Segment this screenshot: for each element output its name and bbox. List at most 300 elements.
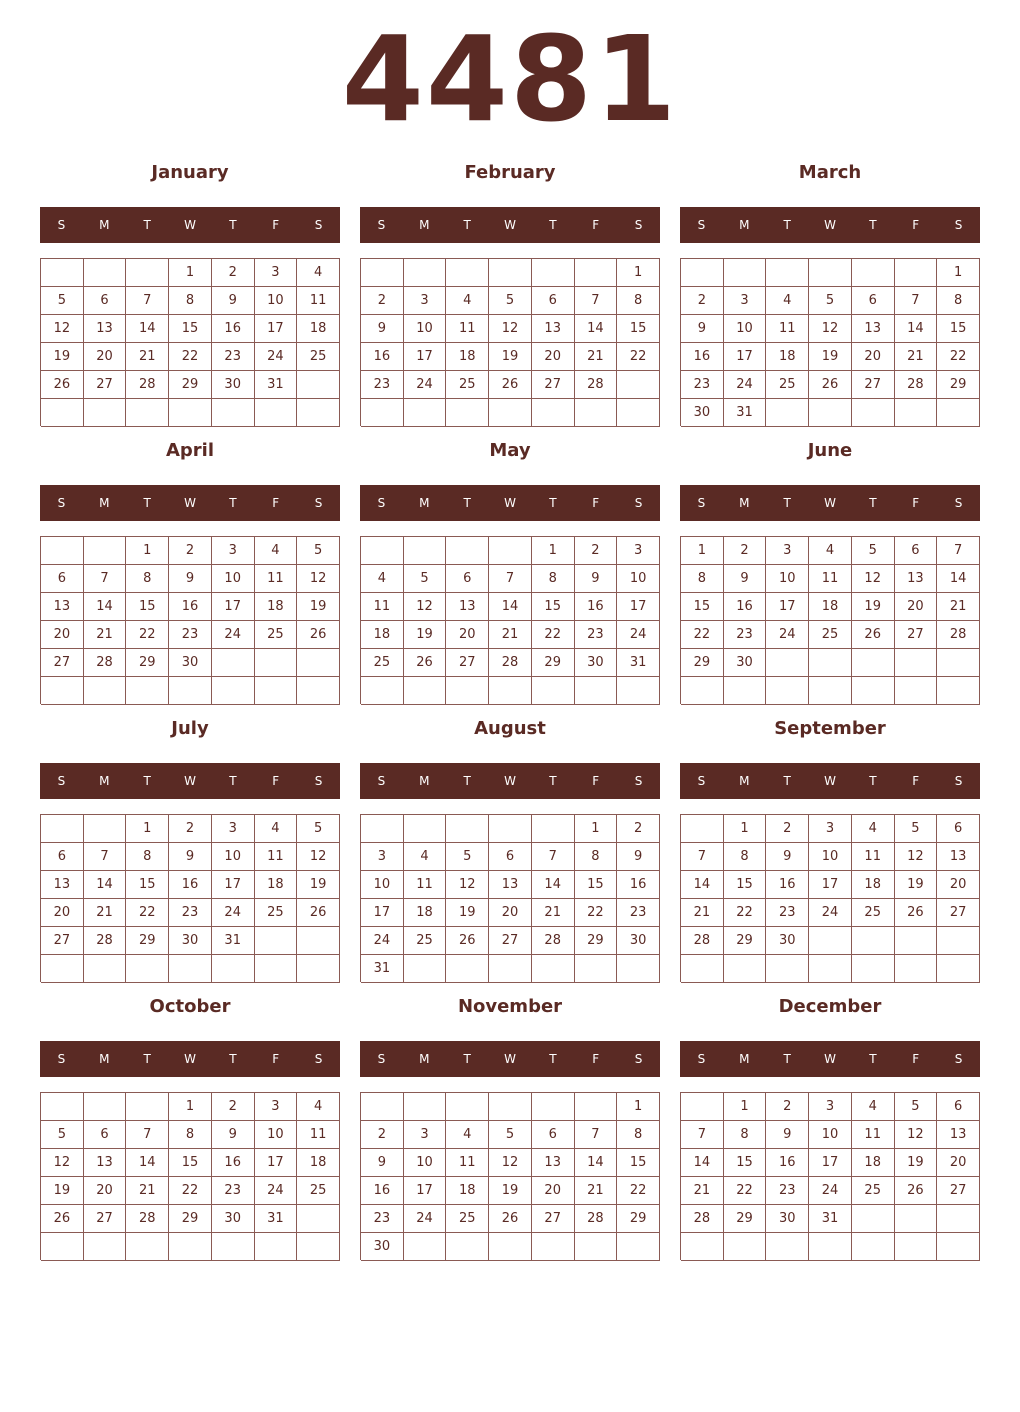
weekday-header — [680, 207, 980, 243]
day-cell: 25 — [255, 621, 298, 649]
day-cell: 21 — [681, 1177, 724, 1205]
day-cell: 20 — [532, 343, 575, 371]
empty-day-cell — [617, 371, 660, 399]
day-cell: 22 — [724, 899, 767, 927]
day-cell: 1 — [937, 259, 980, 287]
weekday-header — [360, 1041, 660, 1077]
day-grid — [680, 258, 980, 426]
day-cell: 6 — [84, 1121, 127, 1149]
weekday-header — [40, 207, 340, 243]
empty-day-cell — [446, 1093, 489, 1121]
day-cell: 4 — [255, 815, 298, 843]
weekday-label: T — [143, 218, 151, 232]
day-cell: 23 — [724, 621, 767, 649]
day-cell: 23 — [575, 621, 618, 649]
day-cell: 16 — [724, 593, 767, 621]
day-cell: 15 — [724, 1149, 767, 1177]
day-cell: 8 — [169, 287, 212, 315]
day-cell: 8 — [126, 565, 169, 593]
empty-day-cell — [126, 955, 169, 983]
weekday-header — [680, 763, 980, 799]
day-cell: 6 — [532, 287, 575, 315]
day-cell: 29 — [617, 1205, 660, 1233]
day-cell: 6 — [489, 843, 532, 871]
day-cell: 3 — [255, 259, 298, 287]
day-cell: 5 — [489, 1121, 532, 1149]
day-cell: 17 — [212, 871, 255, 899]
day-cell: 22 — [169, 343, 212, 371]
empty-day-cell — [169, 1233, 212, 1261]
weekday-label: S — [954, 774, 963, 788]
empty-day-cell — [255, 1233, 298, 1261]
day-cell: 28 — [126, 371, 169, 399]
day-cell: 13 — [84, 315, 127, 343]
month-name: May — [489, 440, 531, 461]
day-cell: 13 — [937, 843, 980, 871]
day-cell: 8 — [575, 843, 618, 871]
day-cell: 9 — [361, 315, 404, 343]
day-cell: 7 — [681, 843, 724, 871]
day-grid — [40, 814, 340, 982]
day-cell: 17 — [361, 899, 404, 927]
day-cell: 3 — [809, 1093, 852, 1121]
day-cell: 21 — [681, 899, 724, 927]
empty-day-cell — [532, 399, 575, 427]
day-cell: 4 — [852, 1093, 895, 1121]
weekday-label: T — [463, 774, 471, 788]
day-cell: 19 — [489, 1177, 532, 1205]
weekday-label: S — [697, 1052, 706, 1066]
weekday-label: F — [272, 218, 280, 232]
weekday-label: T — [549, 218, 557, 232]
empty-day-cell — [297, 677, 340, 705]
day-cell: 6 — [41, 843, 84, 871]
day-cell: 24 — [766, 621, 809, 649]
day-cell: 28 — [84, 927, 127, 955]
empty-day-cell — [404, 1233, 447, 1261]
day-cell: 13 — [532, 315, 575, 343]
day-cell: 2 — [212, 1093, 255, 1121]
day-cell: 6 — [937, 815, 980, 843]
weekday-label: S — [57, 1052, 66, 1066]
empty-day-cell — [41, 1233, 84, 1261]
empty-day-cell — [41, 537, 84, 565]
day-cell: 21 — [895, 343, 938, 371]
weekday-label: W — [824, 218, 836, 232]
day-cell: 8 — [126, 843, 169, 871]
day-cell: 18 — [446, 343, 489, 371]
day-cell: 12 — [489, 1149, 532, 1177]
weekday-label: F — [592, 218, 600, 232]
day-cell: 24 — [617, 621, 660, 649]
day-cell: 5 — [446, 843, 489, 871]
day-cell: 20 — [532, 1177, 575, 1205]
day-cell: 27 — [84, 1205, 127, 1233]
day-cell: 29 — [169, 371, 212, 399]
weekday-label: W — [824, 496, 836, 510]
day-cell: 4 — [297, 1093, 340, 1121]
day-cell: 27 — [446, 649, 489, 677]
empty-day-cell — [766, 259, 809, 287]
day-cell: 21 — [126, 1177, 169, 1205]
day-cell: 4 — [361, 565, 404, 593]
day-cell: 31 — [212, 927, 255, 955]
day-cell: 25 — [297, 343, 340, 371]
day-cell: 12 — [297, 843, 340, 871]
day-cell: 4 — [446, 1121, 489, 1149]
weekday-label: S — [57, 774, 66, 788]
empty-day-cell — [446, 677, 489, 705]
empty-day-cell — [212, 1233, 255, 1261]
empty-day-cell — [84, 1233, 127, 1261]
empty-day-cell — [297, 371, 340, 399]
empty-day-cell — [852, 927, 895, 955]
day-cell: 24 — [404, 371, 447, 399]
month-name: August — [474, 718, 546, 739]
empty-day-cell — [126, 1093, 169, 1121]
day-cell: 23 — [766, 899, 809, 927]
day-cell: 25 — [809, 621, 852, 649]
weekday-label: W — [504, 1052, 516, 1066]
empty-day-cell — [809, 677, 852, 705]
weekday-label: F — [272, 1052, 280, 1066]
day-grid — [680, 1092, 980, 1260]
weekday-label: T — [869, 218, 877, 232]
weekday-label: T — [463, 218, 471, 232]
empty-day-cell — [297, 399, 340, 427]
day-cell: 24 — [212, 899, 255, 927]
day-cell: 11 — [297, 287, 340, 315]
day-cell: 2 — [169, 815, 212, 843]
day-cell: 5 — [297, 815, 340, 843]
empty-day-cell — [404, 1093, 447, 1121]
weekday-label: T — [869, 496, 877, 510]
empty-day-cell — [446, 259, 489, 287]
day-cell: 10 — [724, 315, 767, 343]
day-cell: 6 — [852, 287, 895, 315]
day-cell: 23 — [212, 1177, 255, 1205]
day-grid — [360, 258, 660, 426]
day-cell: 3 — [404, 1121, 447, 1149]
day-cell: 27 — [41, 927, 84, 955]
weekday-label: T — [143, 496, 151, 510]
day-cell: 26 — [41, 1205, 84, 1233]
day-cell: 28 — [84, 649, 127, 677]
day-cell: 14 — [126, 315, 169, 343]
day-cell: 3 — [404, 287, 447, 315]
day-cell: 26 — [809, 371, 852, 399]
day-cell: 19 — [895, 871, 938, 899]
day-cell: 11 — [852, 843, 895, 871]
empty-day-cell — [575, 1233, 618, 1261]
weekday-label: S — [377, 218, 386, 232]
day-cell: 12 — [489, 315, 532, 343]
day-cell: 31 — [809, 1205, 852, 1233]
weekday-label: W — [504, 218, 516, 232]
empty-day-cell — [766, 955, 809, 983]
day-cell: 26 — [489, 1205, 532, 1233]
empty-day-cell — [126, 677, 169, 705]
weekday-label: S — [314, 774, 323, 788]
day-cell: 4 — [297, 259, 340, 287]
day-cell: 8 — [681, 565, 724, 593]
day-cell: 24 — [255, 343, 298, 371]
day-cell: 12 — [404, 593, 447, 621]
day-cell: 23 — [766, 1177, 809, 1205]
day-cell: 27 — [532, 371, 575, 399]
day-cell: 1 — [169, 259, 212, 287]
empty-day-cell — [255, 677, 298, 705]
day-cell: 10 — [212, 843, 255, 871]
day-cell: 2 — [724, 537, 767, 565]
day-cell: 28 — [681, 927, 724, 955]
weekday-label: M — [99, 496, 110, 510]
day-cell: 20 — [84, 1177, 127, 1205]
day-cell: 29 — [937, 371, 980, 399]
day-cell: 10 — [617, 565, 660, 593]
day-cell: 19 — [809, 343, 852, 371]
day-cell: 10 — [809, 843, 852, 871]
day-cell: 17 — [724, 343, 767, 371]
weekday-label: F — [912, 218, 920, 232]
day-cell: 19 — [41, 1177, 84, 1205]
day-cell: 3 — [809, 815, 852, 843]
day-cell: 7 — [84, 843, 127, 871]
empty-day-cell — [895, 1205, 938, 1233]
day-cell: 5 — [852, 537, 895, 565]
empty-day-cell — [126, 259, 169, 287]
day-cell: 28 — [895, 371, 938, 399]
day-cell: 22 — [681, 621, 724, 649]
weekday-label: M — [419, 496, 430, 510]
day-cell: 16 — [361, 1177, 404, 1205]
day-cell: 26 — [895, 1177, 938, 1205]
day-cell: 20 — [852, 343, 895, 371]
day-cell: 21 — [126, 343, 169, 371]
day-cell: 9 — [212, 1121, 255, 1149]
day-cell: 10 — [255, 287, 298, 315]
day-cell: 5 — [489, 287, 532, 315]
day-cell: 29 — [532, 649, 575, 677]
day-cell: 18 — [852, 1149, 895, 1177]
day-cell: 9 — [575, 565, 618, 593]
month-name: January — [151, 162, 229, 183]
weekday-label: F — [912, 496, 920, 510]
day-cell: 18 — [255, 593, 298, 621]
day-cell: 27 — [532, 1205, 575, 1233]
empty-day-cell — [724, 259, 767, 287]
day-cell: 14 — [84, 871, 127, 899]
month-name: February — [464, 162, 556, 183]
day-cell: 20 — [895, 593, 938, 621]
day-cell: 3 — [212, 537, 255, 565]
weekday-label: S — [954, 496, 963, 510]
weekday-label: T — [549, 774, 557, 788]
day-cell: 1 — [126, 537, 169, 565]
day-cell: 15 — [126, 871, 169, 899]
day-cell: 11 — [809, 565, 852, 593]
empty-day-cell — [895, 955, 938, 983]
day-cell: 12 — [852, 565, 895, 593]
day-cell: 13 — [446, 593, 489, 621]
day-cell: 13 — [489, 871, 532, 899]
day-cell: 18 — [766, 343, 809, 371]
empty-day-cell — [489, 259, 532, 287]
day-cell: 9 — [212, 287, 255, 315]
day-cell: 24 — [255, 1177, 298, 1205]
empty-day-cell — [575, 677, 618, 705]
weekday-label: T — [229, 218, 237, 232]
day-cell: 13 — [84, 1149, 127, 1177]
weekday-header — [40, 485, 340, 521]
day-cell: 17 — [617, 593, 660, 621]
day-cell: 9 — [766, 843, 809, 871]
day-grid — [40, 536, 340, 704]
weekday-label: S — [377, 496, 386, 510]
day-cell: 19 — [489, 343, 532, 371]
day-cell: 26 — [41, 371, 84, 399]
empty-day-cell — [84, 399, 127, 427]
empty-day-cell — [617, 399, 660, 427]
day-cell: 4 — [404, 843, 447, 871]
day-cell: 12 — [41, 315, 84, 343]
day-cell: 20 — [41, 621, 84, 649]
day-cell: 25 — [446, 1205, 489, 1233]
day-cell: 3 — [766, 537, 809, 565]
day-cell: 4 — [255, 537, 298, 565]
day-cell: 2 — [766, 1093, 809, 1121]
empty-day-cell — [895, 927, 938, 955]
day-cell: 10 — [361, 871, 404, 899]
day-cell: 2 — [575, 537, 618, 565]
day-cell: 20 — [41, 899, 84, 927]
day-cell: 8 — [724, 1121, 767, 1149]
day-cell: 15 — [169, 315, 212, 343]
empty-day-cell — [895, 1233, 938, 1261]
day-cell: 1 — [724, 1093, 767, 1121]
empty-day-cell — [489, 537, 532, 565]
day-cell: 23 — [169, 621, 212, 649]
day-cell: 5 — [41, 287, 84, 315]
day-cell: 28 — [489, 649, 532, 677]
month-name: September — [774, 718, 886, 739]
day-cell: 1 — [724, 815, 767, 843]
day-cell: 13 — [937, 1121, 980, 1149]
day-cell: 20 — [446, 621, 489, 649]
empty-day-cell — [575, 955, 618, 983]
day-cell: 17 — [255, 315, 298, 343]
weekday-label: M — [99, 218, 110, 232]
day-cell: 11 — [446, 1149, 489, 1177]
day-grid — [40, 1092, 340, 1260]
empty-day-cell — [297, 1205, 340, 1233]
empty-day-cell — [895, 259, 938, 287]
day-cell: 18 — [255, 871, 298, 899]
day-cell: 7 — [575, 1121, 618, 1149]
empty-day-cell — [41, 815, 84, 843]
empty-day-cell — [169, 677, 212, 705]
day-cell: 13 — [532, 1149, 575, 1177]
day-cell: 15 — [126, 593, 169, 621]
day-cell: 21 — [84, 899, 127, 927]
day-cell: 11 — [404, 871, 447, 899]
day-cell: 28 — [532, 927, 575, 955]
day-cell: 6 — [41, 565, 84, 593]
day-cell: 12 — [41, 1149, 84, 1177]
day-cell: 2 — [212, 259, 255, 287]
day-cell: 27 — [489, 927, 532, 955]
weekday-label: M — [419, 774, 430, 788]
day-cell: 23 — [681, 371, 724, 399]
empty-day-cell — [852, 1233, 895, 1261]
day-cell: 25 — [255, 899, 298, 927]
day-cell: 11 — [361, 593, 404, 621]
day-cell: 15 — [617, 1149, 660, 1177]
day-cell: 18 — [361, 621, 404, 649]
month-name: November — [457, 996, 563, 1017]
day-cell: 22 — [937, 343, 980, 371]
day-cell: 23 — [361, 371, 404, 399]
day-cell: 2 — [361, 287, 404, 315]
day-cell: 12 — [446, 871, 489, 899]
weekday-header — [680, 485, 980, 521]
day-cell: 30 — [617, 927, 660, 955]
day-cell: 2 — [617, 815, 660, 843]
day-cell: 5 — [41, 1121, 84, 1149]
day-grid — [680, 814, 980, 982]
weekday-label: M — [99, 774, 110, 788]
day-cell: 29 — [681, 649, 724, 677]
empty-day-cell — [361, 259, 404, 287]
empty-day-cell — [169, 955, 212, 983]
empty-day-cell — [361, 677, 404, 705]
day-cell: 12 — [297, 565, 340, 593]
empty-day-cell — [361, 399, 404, 427]
day-cell: 30 — [724, 649, 767, 677]
empty-day-cell — [937, 677, 980, 705]
empty-day-cell — [404, 815, 447, 843]
day-cell: 16 — [575, 593, 618, 621]
weekday-label: T — [549, 1052, 557, 1066]
day-cell: 8 — [617, 1121, 660, 1149]
day-cell: 7 — [84, 565, 127, 593]
day-cell: 30 — [766, 1205, 809, 1233]
day-cell: 19 — [41, 343, 84, 371]
day-cell: 14 — [895, 315, 938, 343]
day-cell: 6 — [532, 1121, 575, 1149]
day-grid — [40, 258, 340, 426]
day-cell: 24 — [404, 1205, 447, 1233]
day-cell: 19 — [852, 593, 895, 621]
weekday-label: T — [783, 496, 791, 510]
day-cell: 30 — [575, 649, 618, 677]
weekday-label: W — [824, 1052, 836, 1066]
day-cell: 10 — [404, 315, 447, 343]
empty-day-cell — [297, 955, 340, 983]
day-cell: 15 — [937, 315, 980, 343]
day-cell: 14 — [681, 1149, 724, 1177]
day-cell: 17 — [809, 1149, 852, 1177]
day-cell: 3 — [724, 287, 767, 315]
weekday-label: T — [229, 1052, 237, 1066]
day-cell: 23 — [169, 899, 212, 927]
weekday-label: T — [143, 1052, 151, 1066]
day-cell: 1 — [532, 537, 575, 565]
empty-day-cell — [404, 259, 447, 287]
day-grid — [360, 1092, 660, 1260]
day-cell: 15 — [575, 871, 618, 899]
empty-day-cell — [937, 927, 980, 955]
